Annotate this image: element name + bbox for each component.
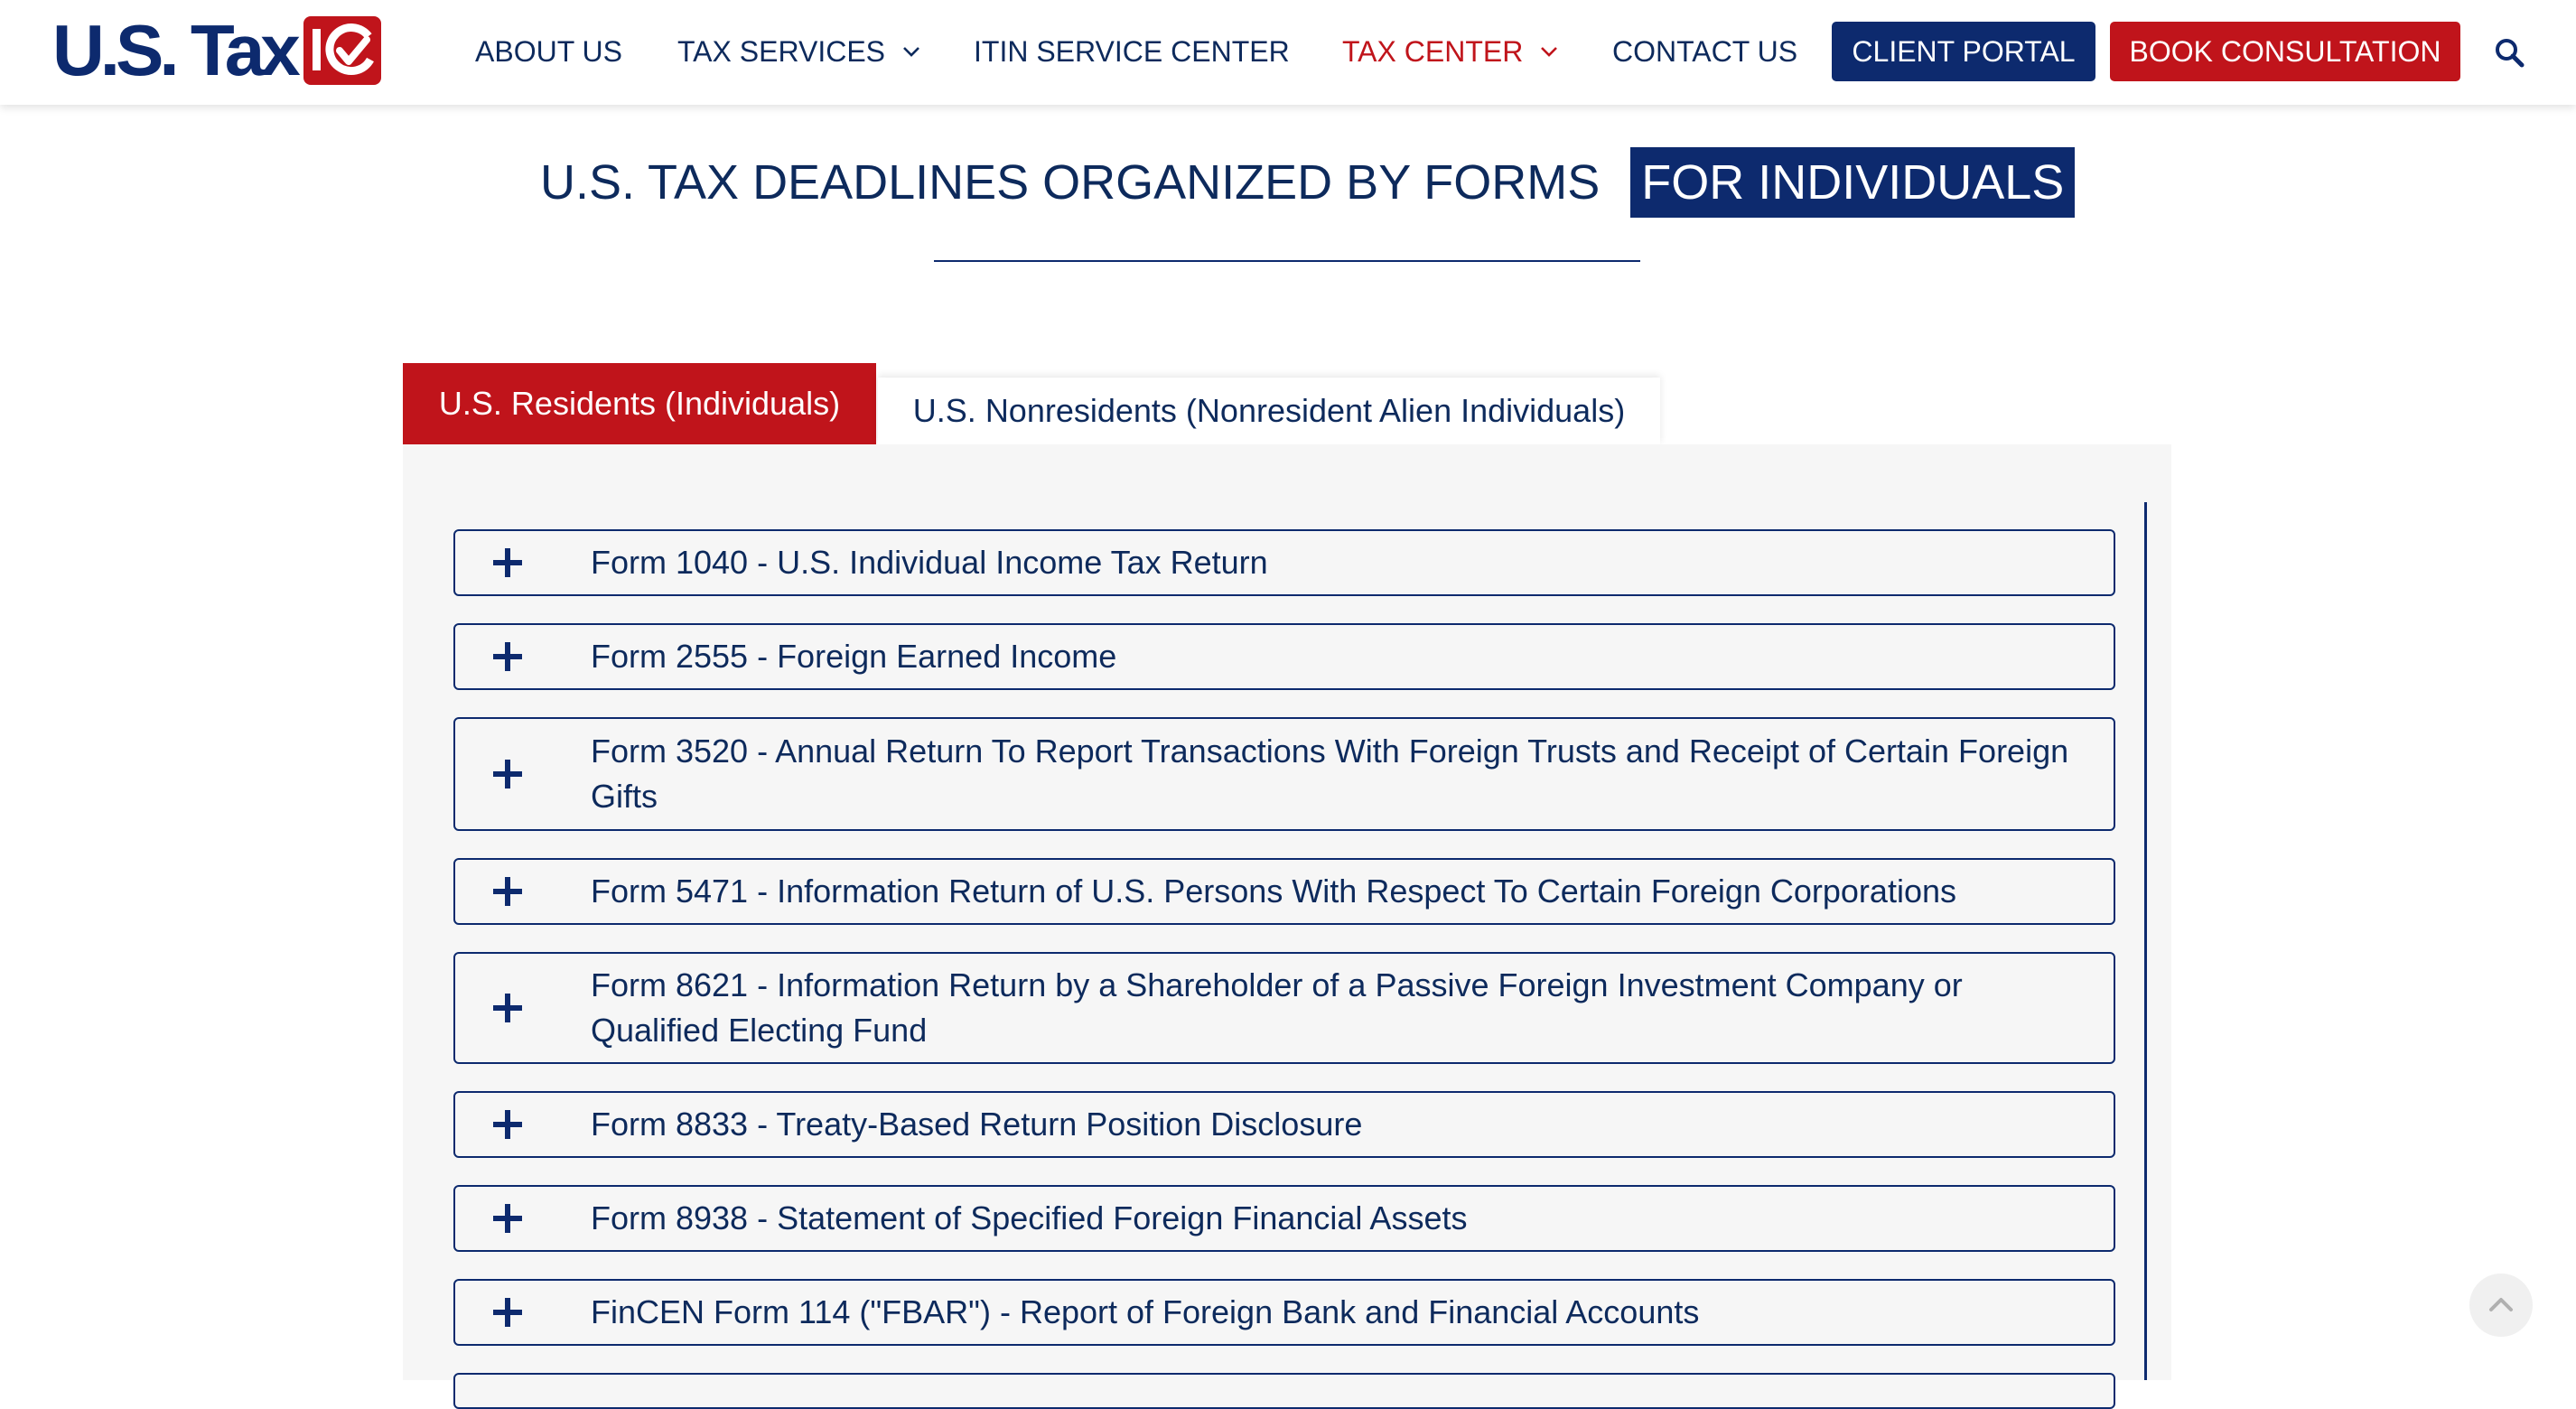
plus-icon [493,642,522,671]
accordion-item-form-1040[interactable] [453,529,2115,596]
back-to-top-button[interactable] [2469,1274,2533,1337]
plus-icon [493,1298,522,1327]
tab-us-nonresidents[interactable]: U.S. Nonresidents (Nonresident Alien Individuals) [878,378,1660,444]
nav-about-us[interactable] [475,20,622,83]
plus-icon [493,1110,522,1139]
plus-icon [493,994,522,1022]
plus-icon [493,548,522,577]
accordion-item-form-8938[interactable] [453,1185,2115,1252]
accordion-title: Form 8621 - Information Return by a Shareholder of a Passive Foreign Investment Company or Qualified Electing Fund [591,966,1963,1049]
nav-about-us-label: ABOUT US [475,34,622,68]
chevron-down-icon [900,40,923,63]
nav-itin-service-center[interactable] [974,20,1290,83]
accordion-title: Form 8938 - Statement of Specified Foreign Financial Assets [591,1199,1468,1236]
accordion-title: FinCEN Form 114 ("FBAR") - Report of Foreign Bank and Financial Accounts [591,1293,1700,1330]
chevron-up-icon [2469,1274,2533,1337]
nav-tax-center[interactable] [1342,20,1561,83]
nav-tax-services[interactable] [677,20,923,83]
tab-us-residents[interactable]: U.S. Residents (Individuals) [403,363,876,444]
page-title-main: U.S. TAX DEADLINES ORGANIZED BY FORMS [540,155,1601,210]
logo[interactable] [52,10,381,90]
nav-itin-label: ITIN SERVICE CENTER [974,34,1290,68]
nav-contact-us[interactable] [1612,20,1797,83]
panel-divider [2144,502,2147,1380]
chevron-down-icon [1537,40,1561,63]
accordion-item-form-8621[interactable] [453,952,2115,1064]
book-consultation-button[interactable]: BOOK CONSULTATION [2110,22,2460,81]
nav-contact-us-label: CONTACT US [1612,34,1798,68]
nav-tax-services-label: TAX SERVICES [677,34,885,68]
accordion-item-fbar[interactable] [453,1279,2115,1346]
accordion-title: Form 2555 - Foreign Earned Income [591,638,1117,675]
nav-tax-center-label: TAX CENTER [1342,34,1524,68]
accordion-title: Form 3520 - Annual Return To Report Transactions With Foreign Trusts and Receipt of Certain Foreign Gifts [591,732,2069,815]
accordion-item-form-8833[interactable] [453,1091,2115,1158]
heading-divider [934,260,1640,262]
logo-text: U.S. Tax [52,10,296,90]
accordion-item-next[interactable] [453,1373,2115,1409]
accordion-title: Form 1040 - U.S. Individual Income Tax Return [591,544,1268,581]
accordion-title: Form 5471 - Information Return of U.S. Persons With Respect To Certain Foreign Corporations [591,872,1956,910]
plus-icon [493,877,522,906]
page-title [540,146,2075,219]
accordion-item-form-2555[interactable] [453,623,2115,690]
accordion-item-form-3520[interactable] [453,717,2115,831]
page-title-highlight: FOR INDIVIDUALS [1630,147,2075,218]
plus-icon [493,760,522,788]
client-portal-button[interactable]: CLIENT PORTAL [1832,22,2095,81]
accordion-item-form-5471[interactable] [453,858,2115,925]
site-header [0,0,2576,105]
accordion-title: Form 8833 - Treaty-Based Return Position Disclosure [591,1106,1363,1143]
logo-badge-icon [303,16,381,85]
plus-icon [493,1204,522,1233]
search-icon[interactable] [2493,36,2525,69]
